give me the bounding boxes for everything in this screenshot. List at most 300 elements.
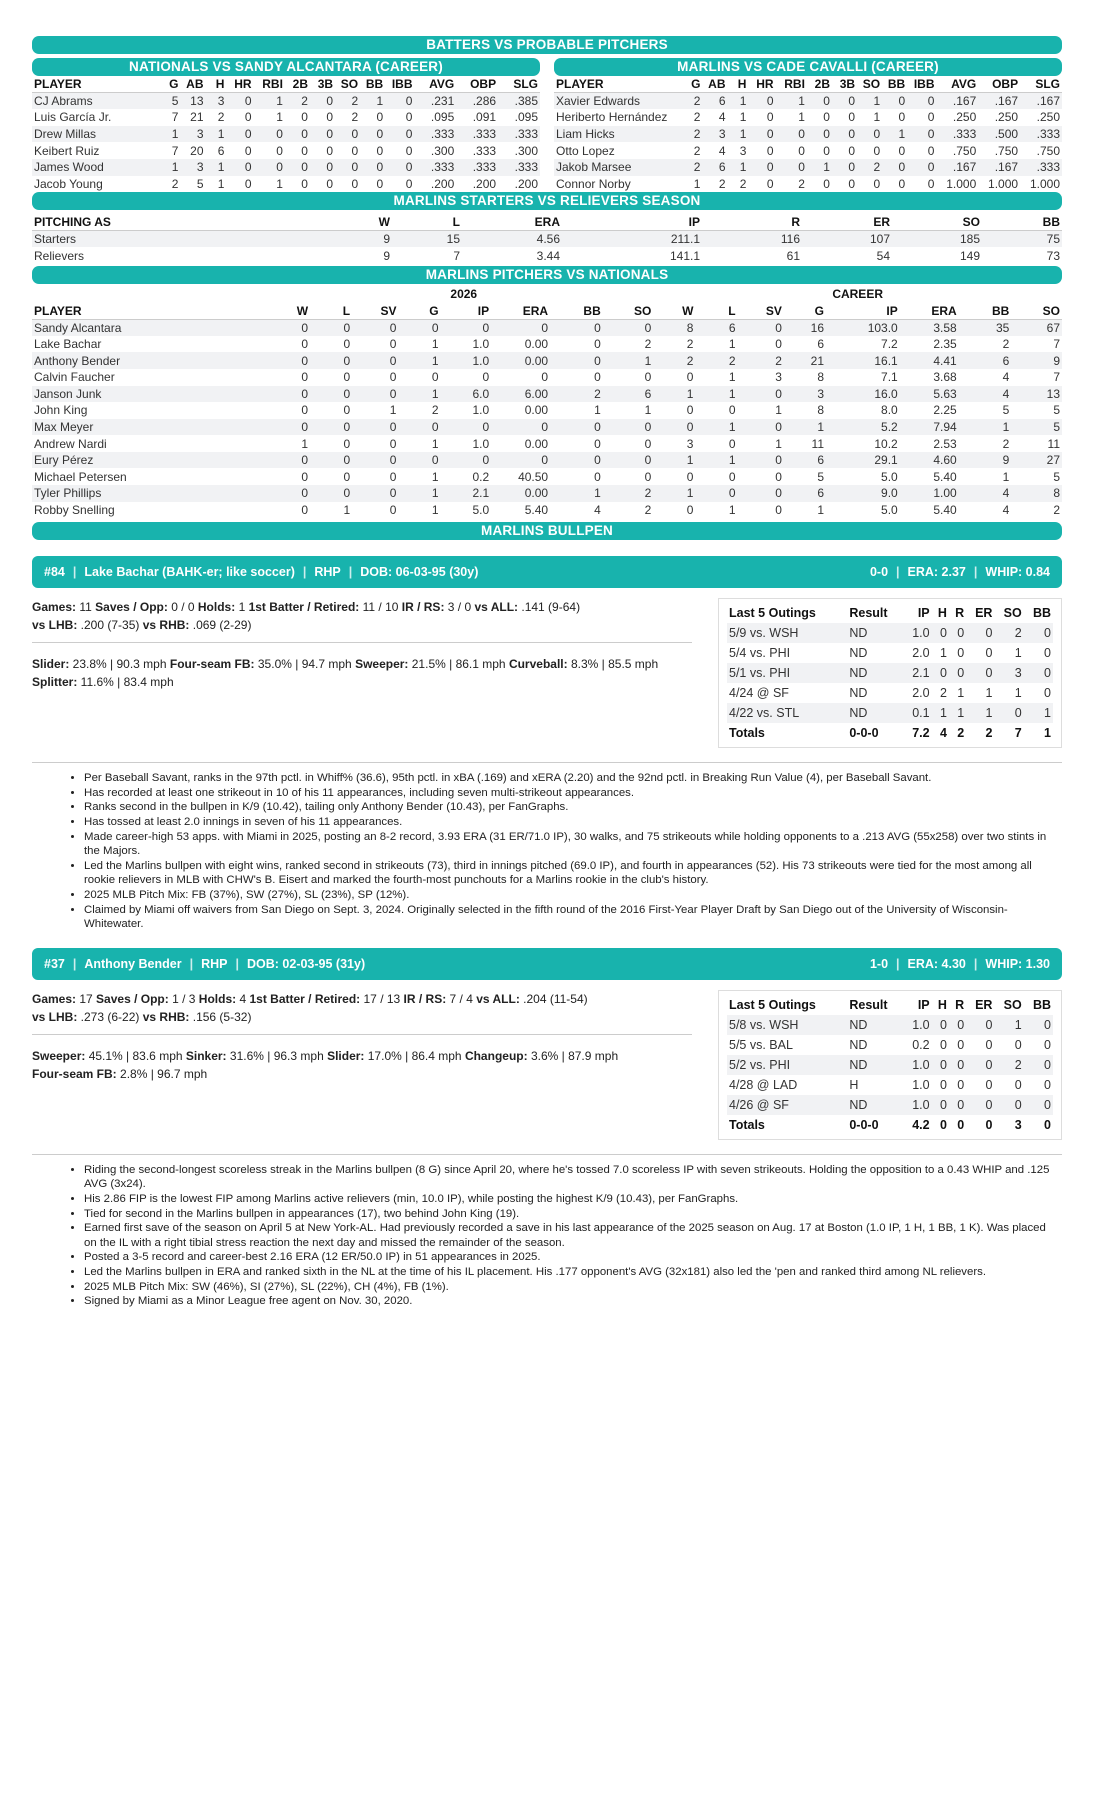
table-cell: 2 xyxy=(653,352,695,369)
outing-row xyxy=(727,1095,1053,1115)
table-cell: 0 xyxy=(301,143,308,158)
stat-value: 4 xyxy=(236,991,250,1006)
table-cell: 1 xyxy=(398,386,440,403)
table-cell: 0 xyxy=(594,370,601,385)
table-cell: .167 xyxy=(978,93,1020,110)
table-cell: Eury Pérez xyxy=(32,452,274,469)
table-cell: 0 xyxy=(985,1037,993,1052)
totals-row xyxy=(727,723,1053,743)
table-cell: Lake Bachar xyxy=(34,337,102,352)
table-cell: 1 xyxy=(959,419,1012,436)
pitcher-block xyxy=(32,948,1062,1309)
table-cell: 5 xyxy=(1002,403,1010,418)
table-cell: 0 xyxy=(957,1077,965,1092)
table-cell: 0.00 xyxy=(524,337,549,352)
table-cell: 7 xyxy=(453,248,460,263)
table-cell: 1 xyxy=(857,93,882,110)
table-cell: CJ Abrams xyxy=(32,93,162,110)
pitcher-header-bar xyxy=(32,556,1062,588)
table-cell: 0 xyxy=(550,452,603,469)
stat-value: .204 (11-54) xyxy=(519,991,588,1006)
table-cell: 0 xyxy=(1044,1117,1051,1132)
column-header: W xyxy=(332,214,392,231)
table-cell: 0 xyxy=(848,143,856,158)
table-cell: 1 xyxy=(398,352,440,369)
separator: | xyxy=(896,956,900,971)
table-cell: .333 xyxy=(414,159,456,176)
pitcher-body xyxy=(32,598,1062,748)
table-cell: 1 xyxy=(162,159,181,176)
table-cell: 0 xyxy=(766,110,774,125)
table-cell: 1.0 xyxy=(472,436,490,451)
table-cell: 5 xyxy=(162,93,181,110)
table-cell: 0 xyxy=(301,502,309,517)
table-cell: 0 xyxy=(301,370,309,385)
era: ERA: 4.30 xyxy=(907,956,966,971)
table-cell: 211.1 xyxy=(562,231,702,248)
column-header: BB xyxy=(982,214,1062,231)
column-header: ER xyxy=(802,214,892,231)
table-cell: 0 xyxy=(957,1117,965,1132)
table-cell: 1.000 xyxy=(1029,176,1060,191)
table-cell: 0 xyxy=(603,319,654,336)
table-cell: 0 xyxy=(491,452,550,469)
table-cell: 0 xyxy=(603,419,654,436)
table-cell: 0 xyxy=(994,1095,1023,1115)
table-cell: 0 xyxy=(775,337,782,352)
table-cell: 6.0 xyxy=(441,386,492,403)
bvp-left xyxy=(32,58,540,192)
stat-value: 23.8% | 90.3 mph xyxy=(69,657,170,672)
table-cell: 0 xyxy=(594,436,601,451)
table-cell: 0 xyxy=(441,452,492,469)
table-cell: Jacob Young xyxy=(34,176,103,191)
table-cell: John King xyxy=(34,403,88,418)
table-cell: 0 xyxy=(301,110,308,125)
table-cell: 2.1 xyxy=(903,663,931,683)
table-cell: 0 xyxy=(748,93,775,110)
table-cell: 2 xyxy=(985,726,993,741)
table-row xyxy=(554,93,1062,110)
separator: | xyxy=(72,956,77,971)
table-row xyxy=(32,336,1062,353)
table-cell: Janson Junk xyxy=(32,386,274,403)
table-cell: 9 xyxy=(332,231,392,248)
table-cell: .333 xyxy=(498,159,540,176)
table-cell: 2 xyxy=(1002,337,1010,352)
table-cell: 0 xyxy=(310,419,352,436)
table-cell: 7 xyxy=(1014,726,1022,741)
column-header: SV xyxy=(352,303,398,320)
table-cell: .333 xyxy=(498,126,540,143)
table-row xyxy=(554,142,1062,159)
table-cell: 2 xyxy=(285,93,310,110)
table-cell: 0 xyxy=(376,176,384,191)
table-cell: 2 xyxy=(957,726,965,741)
table-cell: .300 xyxy=(514,143,538,158)
table-cell: 0 xyxy=(927,176,935,191)
column-header: SO xyxy=(1003,606,1022,621)
table-cell: 2 xyxy=(1002,436,1010,451)
separator: | xyxy=(973,956,978,971)
bvp-left-table xyxy=(32,76,540,192)
pitcher-notes xyxy=(32,1154,1062,1309)
note-item: • Ranks second in the bullpen in K/9 (10.42), tailing only Anthony Bender (10.43), per FanGraphs. xyxy=(84,800,1062,815)
table-cell: 107 xyxy=(802,231,892,248)
table-cell: 2 xyxy=(684,126,703,143)
section-bar-starters-relievers: MARLINS STARTERS VS RELIEVERS SEASON xyxy=(32,192,1062,210)
table-row xyxy=(32,126,540,143)
note-item: • Led the Marlins bullpen in ERA and ranked sixth in the NL at the time of his IL placement. His .177 opponent's AVG (32x181) also led the 'pen and ranked third among NL relievers. xyxy=(84,1265,1062,1280)
bvp-left-title: NATIONALS VS SANDY ALCANTARA (CAREER) xyxy=(32,58,540,76)
separator: | xyxy=(973,565,978,580)
table-cell: 7.94 xyxy=(900,419,959,436)
table-cell: 0 xyxy=(1024,1055,1053,1075)
table-cell: 2 xyxy=(684,159,703,176)
whip: WHIP: 1.30 xyxy=(985,956,1050,971)
table-cell: 0 xyxy=(686,502,694,517)
table-cell: 2 xyxy=(550,386,603,403)
throws: RHP xyxy=(314,565,341,580)
stat-label: IR / RS: xyxy=(403,991,447,1006)
table-cell: .167 xyxy=(978,159,1020,176)
notes-list xyxy=(84,771,1062,932)
table-cell: 4.56 xyxy=(462,231,562,248)
table-cell: 29.1 xyxy=(826,452,900,469)
stat-label: Four-seam FB: xyxy=(169,657,255,672)
table-cell: 2 xyxy=(217,110,225,125)
table-row xyxy=(32,319,1062,336)
header-row xyxy=(32,214,1062,231)
table-cell: .750 xyxy=(952,143,977,158)
table-cell: 4.41 xyxy=(900,352,959,369)
table-cell: 3 xyxy=(994,663,1023,683)
table-cell: 0 xyxy=(686,403,694,418)
table-cell: 1 xyxy=(360,93,385,110)
stat-value: .141 (9-64) xyxy=(518,600,581,615)
note-item: • Posted a 3-5 record and career-best 2.16 ERA (12 ER/50.0 IP) in 51 appearances in 2025. xyxy=(84,1250,1062,1265)
table-cell: 0 xyxy=(1044,646,1051,661)
table-cell: 0 xyxy=(939,1077,947,1092)
table-cell: 6 xyxy=(702,159,727,176)
table-cell: Totals xyxy=(729,726,765,741)
table-cell: 2 xyxy=(857,159,882,176)
column-header: IP xyxy=(917,997,930,1012)
stat-label: Slider: xyxy=(32,657,70,672)
table-cell: 0 xyxy=(441,319,492,336)
table-cell: 0 xyxy=(301,403,309,418)
table-cell: 0 xyxy=(226,126,253,143)
table-cell: 2 xyxy=(718,176,726,191)
pitcher-summary xyxy=(870,948,1050,980)
table-cell: 1 xyxy=(994,1015,1023,1035)
table-cell: 13 xyxy=(1011,386,1062,403)
table-cell: 1 xyxy=(550,485,603,502)
table-cell: 0 xyxy=(949,1015,966,1035)
table-cell: 0 xyxy=(882,93,907,110)
table-cell: 0 xyxy=(352,452,398,469)
table-cell: 1 xyxy=(957,686,965,701)
column-header: BB xyxy=(550,303,603,320)
table-cell: 0.2 xyxy=(912,1037,930,1052)
table-cell: 9.0 xyxy=(826,485,900,502)
table-cell: 1 xyxy=(728,93,749,110)
pitcher-stats xyxy=(32,598,692,748)
column-header: W xyxy=(274,303,310,320)
table-cell: 3 xyxy=(1014,1117,1022,1132)
table-cell: 0 xyxy=(343,403,351,418)
table-cell: 0 xyxy=(994,703,1023,723)
table-cell: 1.00 xyxy=(900,485,959,502)
separator: | xyxy=(189,956,194,971)
table-row xyxy=(32,93,540,110)
table-cell: 0 xyxy=(385,159,414,176)
note-item: • Claimed by Miami off waivers from San Diego on Sept. 3, 2024. Originally selected in the fifth round of the 2016 First-Year Player Draft by San Diego out of the University of Wisconsin-Whitewater. xyxy=(84,903,1062,932)
table-cell: 2 xyxy=(644,502,652,517)
table-cell: 1.0 xyxy=(903,623,931,643)
year-label: 2026 xyxy=(450,287,478,302)
table-cell: 0 xyxy=(882,159,907,176)
table-cell: 0 xyxy=(343,469,351,484)
table-cell: 2.0 xyxy=(912,646,930,661)
table-cell: Luis García Jr. xyxy=(34,110,112,125)
stat-value: .200 (7-35) xyxy=(77,618,143,633)
career-label: CAREER xyxy=(832,287,883,302)
table-cell: 3 xyxy=(686,436,694,451)
table-cell: 2 xyxy=(994,623,1023,643)
usage-line xyxy=(32,598,692,616)
table-cell: 1 xyxy=(985,686,993,701)
table-cell: 1 xyxy=(276,110,283,125)
dob: DOB: 06-03-95 (30y) xyxy=(360,565,479,580)
pitch-mix-line xyxy=(32,655,692,673)
table-cell: 3 xyxy=(206,93,227,110)
table-cell: 0 xyxy=(932,1095,949,1115)
table-cell: 3 xyxy=(702,126,727,143)
table-cell: 3 xyxy=(739,143,747,158)
stat-value: 8.3% | 85.5 mph xyxy=(567,657,659,672)
column-header: 3B xyxy=(832,76,857,93)
table-cell: 7.2 xyxy=(881,337,898,352)
column-header: RBI xyxy=(254,76,285,93)
last-5-table xyxy=(727,995,1053,1135)
table-cell: 1 xyxy=(603,352,654,369)
stat-value: 45.1% | 83.6 mph xyxy=(85,1048,186,1063)
table-row xyxy=(32,435,1062,452)
table-cell: 0 xyxy=(728,436,736,451)
last-5-outings xyxy=(718,990,1062,1140)
table-row xyxy=(554,126,1062,143)
table-cell: 0 xyxy=(285,159,310,176)
bvp-right xyxy=(554,58,1062,192)
table-cell: 0 xyxy=(985,1077,993,1092)
table-cell: 0 xyxy=(738,452,784,469)
column-header: RBI xyxy=(776,76,807,93)
table-cell: 0 xyxy=(927,110,935,125)
table-row xyxy=(32,176,540,193)
table-cell: 0 xyxy=(775,502,782,517)
table-cell: .333 xyxy=(936,126,978,143)
table-cell: 141.1 xyxy=(669,248,700,263)
pitcher-name: Lake Bachar (BAHK-er; like soccer) xyxy=(84,565,295,580)
table-cell: 1 xyxy=(276,176,283,191)
table-cell: 0 xyxy=(1014,1077,1022,1092)
table-cell: Jakob Marsee xyxy=(554,159,684,176)
table-cell: 0-0-0 xyxy=(849,1117,879,1132)
table-cell: .167 xyxy=(936,93,978,110)
table-cell: ND xyxy=(847,703,903,723)
table-cell: 4 xyxy=(959,485,1012,502)
usage-line xyxy=(32,990,692,1008)
table-cell: 0 xyxy=(376,143,384,158)
column-header: BB xyxy=(1032,997,1051,1012)
table-cell: 8 xyxy=(817,403,825,418)
table-cell: 0 xyxy=(728,469,736,484)
table-cell: 4/22 vs. STL xyxy=(727,703,847,723)
column-header: Result xyxy=(849,997,888,1012)
table-cell: Xavier Edwards xyxy=(554,93,684,110)
table-cell: 2 xyxy=(693,110,701,125)
note-item: • 2025 MLB Pitch Mix: SW (46%), SI (27%), SL (22%), CH (4%), FB (1%). xyxy=(84,1280,1062,1295)
table-cell: 0 xyxy=(748,126,775,143)
table-cell: 0 xyxy=(550,319,603,336)
column-header: AVG xyxy=(936,76,978,93)
table-cell: 0 xyxy=(310,126,335,143)
column-header: AB xyxy=(180,76,205,93)
column-header: ERA xyxy=(462,214,562,231)
outing-row xyxy=(727,1055,1053,1075)
stat-value: 1 xyxy=(235,600,249,615)
table-cell: 40.50 xyxy=(518,469,549,484)
table-cell: 116 xyxy=(702,231,802,248)
table-cell: 1 xyxy=(932,703,949,723)
table-cell: 0 xyxy=(351,176,359,191)
table-cell: 0 xyxy=(644,436,652,451)
pitcher-body xyxy=(32,990,1062,1140)
table-cell: 4 xyxy=(1002,502,1010,517)
table-cell: .333 xyxy=(1020,126,1062,143)
pitcher-summary xyxy=(870,556,1050,588)
table-cell: 4/26 @ SF xyxy=(727,1095,847,1115)
table-cell: 1 xyxy=(431,436,439,451)
spacer-cell xyxy=(32,286,274,303)
pitchers-vs-table xyxy=(32,286,1062,518)
table-cell: 0 xyxy=(254,159,285,176)
table-cell: 0.2 xyxy=(472,469,490,484)
table-cell: 0 xyxy=(360,126,385,143)
section-bar-bvp: BATTERS VS PROBABLE PITCHERS xyxy=(32,36,1062,54)
table-cell: 0 xyxy=(310,485,352,502)
table-cell: 3.68 xyxy=(933,370,957,385)
column-header: Last 5 Outings xyxy=(729,997,816,1012)
stat-value: .069 (2-29) xyxy=(189,618,252,633)
table-cell: 0 xyxy=(949,1055,966,1075)
table-cell: 0 xyxy=(873,143,881,158)
table-row xyxy=(32,352,1062,369)
table-cell: 0 xyxy=(966,1015,994,1035)
starters-relievers-table xyxy=(32,214,1062,264)
table-cell: 0 xyxy=(310,159,335,176)
table-cell: ND xyxy=(847,1095,903,1115)
column-header: AB xyxy=(702,76,727,93)
stat-value: .156 (5-32) xyxy=(189,1009,252,1024)
table-cell: 0 xyxy=(932,663,949,683)
table-cell: 16.0 xyxy=(826,386,900,403)
table-cell: 0 xyxy=(351,143,359,158)
table-cell: 2 xyxy=(1053,502,1060,517)
table-cell: 5/4 vs. PHI xyxy=(729,646,791,661)
table-cell: 0 xyxy=(653,419,695,436)
column-header: R xyxy=(702,214,802,231)
column-header: BB xyxy=(1032,606,1051,621)
table-cell: 5.0 xyxy=(472,502,490,517)
table-cell: 1 xyxy=(695,419,737,436)
table-cell: 0 xyxy=(949,663,966,683)
table-cell: 0 xyxy=(405,176,413,191)
table-cell: 0 xyxy=(550,419,603,436)
table-cell: 2 xyxy=(431,403,439,418)
table-cell: 0 xyxy=(949,1095,966,1115)
pitch-mix-line xyxy=(32,1047,692,1065)
table-cell: 0 xyxy=(310,452,352,469)
table-cell: 0.1 xyxy=(903,703,931,723)
table-cell: 0 xyxy=(907,126,936,143)
table-cell: 6 xyxy=(959,352,1012,369)
outing-row xyxy=(727,1035,1053,1055)
table-cell: 1 xyxy=(398,485,440,502)
table-cell: 0 xyxy=(491,319,550,336)
table-cell: 5.0 xyxy=(881,469,898,484)
header-row xyxy=(32,303,1062,320)
table-cell: 1 xyxy=(693,176,701,191)
table-cell: 0 xyxy=(1044,1077,1051,1092)
stat-label: Games: xyxy=(32,600,77,615)
table-cell: 0 xyxy=(738,386,784,403)
table-row xyxy=(32,468,1062,485)
table-cell: 0 xyxy=(873,176,881,191)
throws: RHP xyxy=(201,956,228,971)
table-cell: 2 xyxy=(603,485,654,502)
column-header: PLAYER xyxy=(32,303,274,320)
stat-label: vs LHB: xyxy=(32,618,78,633)
table-cell: 1 xyxy=(217,176,225,191)
table-cell: 2 xyxy=(939,686,947,701)
table-cell: 0 xyxy=(301,176,308,191)
column-header: IP xyxy=(917,606,930,621)
divider xyxy=(32,1034,692,1035)
table-cell: 1 xyxy=(728,159,749,176)
table-cell: 4 xyxy=(594,502,601,517)
table-cell: 1 xyxy=(343,502,351,517)
table-cell: .095 xyxy=(430,110,455,125)
column-header: SLG xyxy=(498,76,540,93)
stat-label: 1st Batter / Retired: xyxy=(249,991,361,1006)
table-cell: Drew Millas xyxy=(32,126,162,143)
table-cell: .500 xyxy=(978,126,1020,143)
stat-label: Sweeper: xyxy=(355,657,409,672)
table-cell: 9 xyxy=(1011,352,1062,369)
table-cell: 4.60 xyxy=(900,452,959,469)
table-cell: 149 xyxy=(959,248,980,263)
table-cell: 54 xyxy=(876,248,890,263)
table-cell: .167 xyxy=(936,159,978,176)
section-bar-pitchers-vs: MARLINS PITCHERS VS NATIONALS xyxy=(32,266,1062,284)
table-cell: 0 xyxy=(405,143,413,158)
table-cell: 0 xyxy=(776,126,807,143)
table-cell: .095 xyxy=(514,110,538,125)
table-cell: 5 xyxy=(1011,419,1062,436)
column-header: HR xyxy=(226,76,253,93)
